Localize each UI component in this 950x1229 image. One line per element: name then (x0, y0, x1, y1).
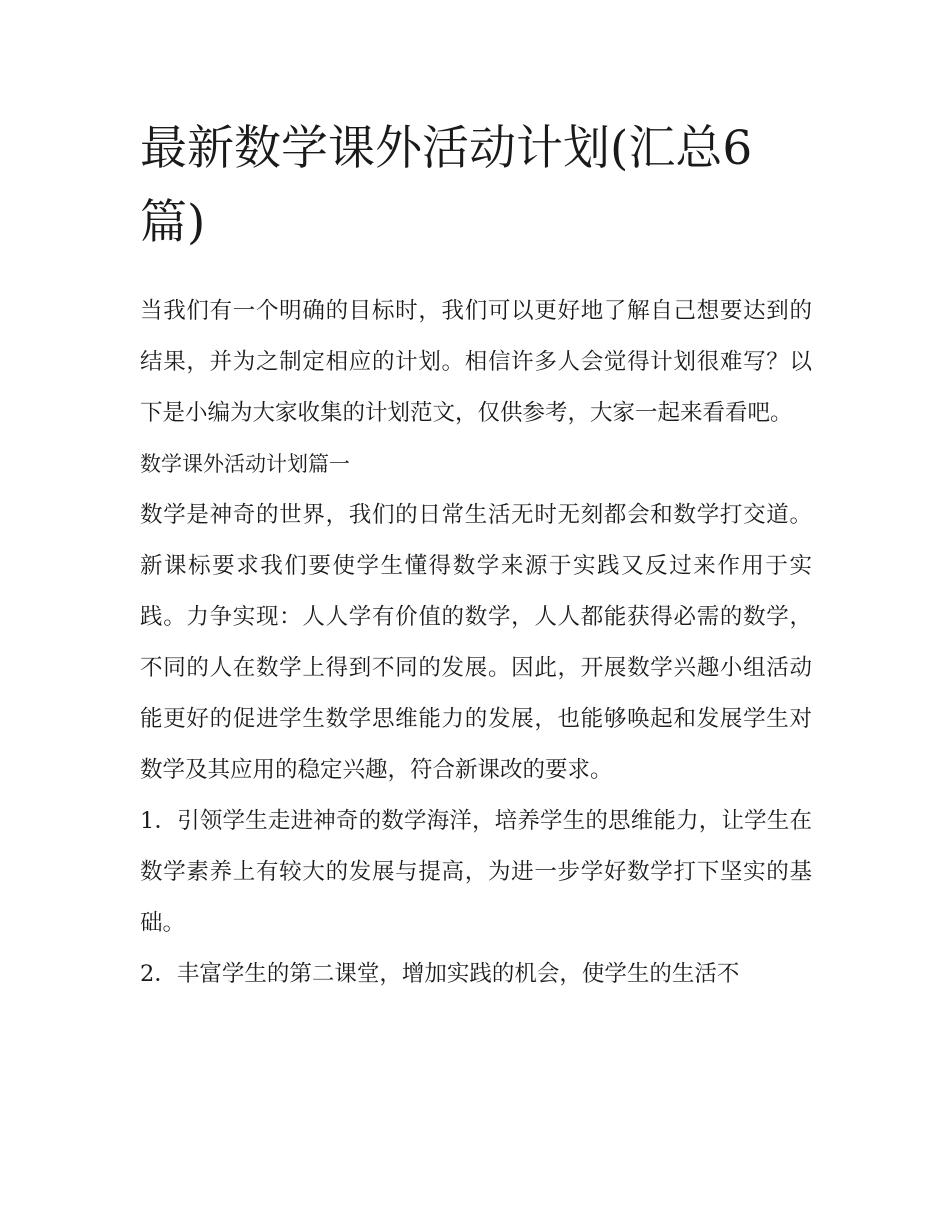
list-item-1: 1．引领学生走进神奇的数学海洋，培养学生的思维能力，让学生在数学素养上有较大的发展与提高，为进一步学好数学打下坚实的基础。 (140, 808, 812, 936)
section-heading: 数学课外活动计划篇一 (140, 452, 350, 476)
body-paragraph-1: 数学是神奇的世界，我们的日常生活无时无刻都会和数学打交道。新课标要求我们要使学生懂得数学来源于实践又反过来作用于实践。力争实现：人人学有价值的数学，人人都能获得必需的数学，不同的人在数学上得到不同的发展。因此，开展数学兴趣小组活动能更好的促进学生数学思维能力的发展，也能够唤起和发展学生对数学及其应用的稳定兴趣，符合新课改的要求。 (140, 502, 812, 783)
intro-paragraph: 当我们有一个明确的目标时，我们可以更好地了解自己想要达到的结果，并为之制定相应的计划。相信许多人会觉得计划很难写？以下是小编为大家收集的计划范文，仅供参考，大家一起来看看吧。 (140, 298, 812, 426)
document-title: 最新数学课外活动计划(汇总6篇) (140, 121, 753, 250)
document-page (140, 112, 812, 1000)
list-item-2: 2．丰富学生的第二课堂，增加实践的机会，使学生的生活不 (140, 961, 740, 987)
